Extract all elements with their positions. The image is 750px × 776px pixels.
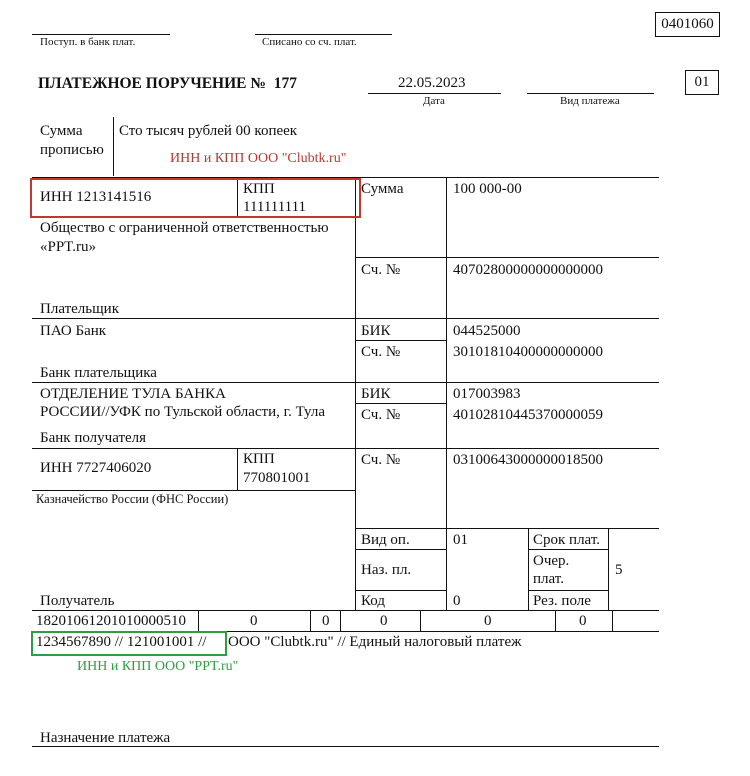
payer-bank-account-label: Сч. № <box>361 344 401 360</box>
payer-account-label: Сч. № <box>361 262 401 278</box>
term-divider <box>528 528 529 610</box>
payer-bank-account-line <box>355 340 446 341</box>
payer-label: Плательщик <box>40 301 119 317</box>
recipient-kpp-divider <box>237 448 238 490</box>
recipient-kpp-label: КПП <box>243 451 275 467</box>
payer-kpp: 111111111 <box>243 199 307 215</box>
payer-inn-kpp-note: ИНН и КПП ООО "Clubtk.ru" <box>170 151 347 166</box>
recipient-inn-kpp-note: ИНН и КПП ООО "PPT.ru" <box>77 659 239 674</box>
amount-words-value: Сто тысяч рублей 00 копеек <box>119 123 298 139</box>
amount-words-divider <box>113 117 114 176</box>
budget-divider-2 <box>310 610 311 631</box>
payment-order-label-2: плат. <box>533 571 564 587</box>
amount-words-label-1: Сумма <box>40 123 83 139</box>
term-right-divider <box>608 528 609 610</box>
payment-term-label: Срок плат. <box>533 532 601 548</box>
basis-value: 0 <box>322 613 330 629</box>
budget-divider-4 <box>420 610 421 631</box>
budget-divider-3 <box>340 610 341 631</box>
payer-amount: 100 000-00 <box>453 181 522 197</box>
payer-bank-bottom-line <box>32 382 659 383</box>
operation-top-line <box>355 528 659 529</box>
page-title <box>38 76 297 92</box>
recipient-account: 03100643000000018500 <box>453 452 603 468</box>
payer-bank-name: ПАО Банк <box>40 323 107 339</box>
oktmo-value: 0 <box>250 613 258 629</box>
reserve-top-line <box>528 590 608 591</box>
debited-label: Списано со сч. плат. <box>262 36 357 48</box>
payer-name-line1: Общество с ограниченной ответственностью <box>40 220 329 236</box>
value-divider-upper <box>446 177 447 455</box>
debited-line <box>255 34 392 35</box>
date-line <box>368 93 501 94</box>
budget-divider-5 <box>555 610 556 631</box>
recipient-bank-bik: 017003983 <box>453 386 521 402</box>
recipient-label: Получатель <box>40 593 115 609</box>
value-divider-lower <box>446 448 447 528</box>
payer-account-top-line <box>355 257 659 258</box>
period-value: 0 <box>380 613 388 629</box>
purpose-text: ООО "Clubtk.ru" // Единый налоговый платеж <box>228 634 522 650</box>
order-number: 177 <box>273 75 297 92</box>
recipient-bottom-line <box>32 610 659 611</box>
recipient-bank-bottom-line <box>32 448 659 449</box>
payer-bank-bik-label: БИК <box>361 323 391 339</box>
recipient-bank-account-line <box>355 403 446 404</box>
recipient-kpp: 770801001 <box>243 470 311 486</box>
order-date: 22.05.2023 <box>398 75 466 91</box>
received-label: Поступ. в банк плат. <box>40 36 136 48</box>
payer-bottom-line <box>32 318 659 319</box>
purpose-code-label: Наз. пл. <box>361 562 412 578</box>
recipient-bank-name-line1: ОТДЕЛЕНИЕ ТУЛА БАНКА <box>40 386 226 402</box>
form-code: 0401060 <box>661 16 714 32</box>
operation-type-label: Вид оп. <box>361 532 410 548</box>
payer-bank-account: 30101810400000000000 <box>453 344 603 360</box>
amount-words-label-2: прописью <box>40 142 104 158</box>
date-label: Дата <box>423 95 445 107</box>
form-code-box <box>655 12 720 37</box>
purpose-bottom-line <box>32 746 659 747</box>
recipient-account-label: Сч. № <box>361 452 401 468</box>
code-value: 0 <box>453 593 461 609</box>
payer-kpp-label: КПП <box>243 181 275 197</box>
payer-inn: ИНН 1213141516 <box>40 189 152 205</box>
term-mid-line <box>528 549 608 550</box>
payer-amount-label: Сумма <box>361 181 404 197</box>
main-divider <box>355 177 356 610</box>
budget-divider-1 <box>198 610 199 631</box>
title-text: ПЛАТЕЖНОЕ ПОРУЧЕНИЕ № <box>38 75 266 92</box>
doc-date-value: 0 <box>579 613 587 629</box>
recipient-bank-name-line2: РОССИИ//УФК по Тульской области, г. Тула <box>40 404 325 420</box>
payment-order-value: 5 <box>615 562 623 578</box>
payer-account: 40702800000000000000 <box>453 262 603 278</box>
received-line <box>32 34 170 35</box>
recipient-bank-label: Банк получателя <box>40 430 147 446</box>
payer-bank-bik: 044525000 <box>453 323 521 339</box>
budget-divider-6 <box>612 610 613 631</box>
operation-lower-line <box>355 590 446 591</box>
op-divider <box>446 528 447 610</box>
payment-type-line <box>527 93 654 94</box>
payment-type-label: Вид платежа <box>560 95 620 107</box>
doc-number-value: 0 <box>484 613 492 629</box>
payer-name-line2: «PPT.ru» <box>40 239 96 255</box>
status-box <box>685 70 719 95</box>
payment-order-label-1: Очер. <box>533 553 570 569</box>
purpose-label: Назначение платежа <box>40 730 171 746</box>
recipient-inn-line <box>32 490 355 491</box>
code-label: Код <box>361 593 385 609</box>
recipient-bank-bik-label: БИК <box>361 386 391 402</box>
status-code: 01 <box>694 74 710 90</box>
operation-type-value: 01 <box>453 532 468 548</box>
recipient-inn: ИНН 7727406020 <box>40 460 152 476</box>
recipient-name: Казначейство России (ФНС России) <box>36 492 229 506</box>
payer-bank-label: Банк плательщика <box>40 365 157 381</box>
operation-mid-line <box>355 549 446 550</box>
kbk-value: 18201061201010000510 <box>36 613 186 629</box>
reserve-field-label: Рез. поле <box>533 593 591 609</box>
recipient-bank-account: 40102810445370000059 <box>453 407 603 423</box>
purpose-inn-kpp: 1234567890 // 121001001 // <box>36 634 207 650</box>
recipient-bank-account-label: Сч. № <box>361 407 401 423</box>
